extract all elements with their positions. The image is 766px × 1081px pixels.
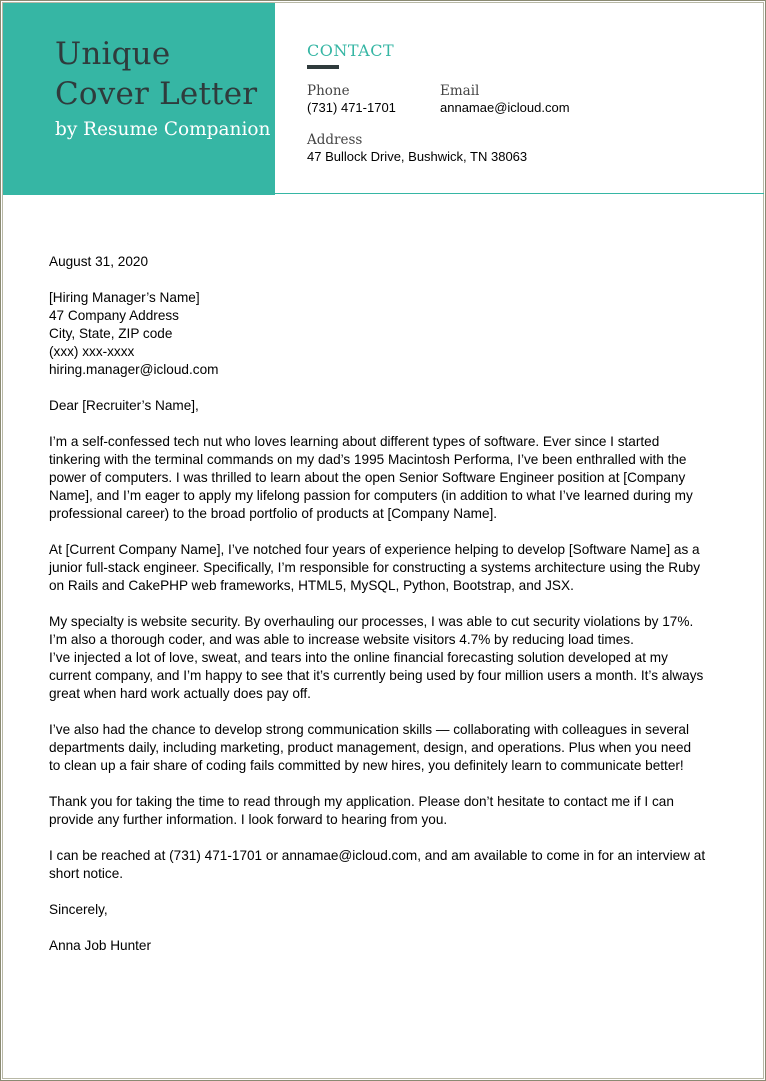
closing: Sincerely, <box>49 902 108 917</box>
letter-date: August 31, 2020 <box>49 254 149 269</box>
paragraph-2: At [Current Company Name], I’ve notched four years of experience helping to develop [Software Name] as a junior full-stack engineer. Specifically, I’m responsible for constructing a systems architecture using the Ruby on Rails and CakePHP web frameworks, HTML5, MySQL, Python, Bootstrap, and JSX. <box>49 542 701 593</box>
email-label: Email <box>440 83 480 99</box>
paragraph-1: I’m a self-confessed tech nut who loves learning about different types of software. Ever since I started tinkering with the terminal commands on my dad’s 1995 Macintosh Performa, I’ve been enthralled with the power of computers. I was thrilled to learn about the open Senior Software Engineer position at [Company Name], and I’m eager to apply my lifelong passion for computers (in addition to what I’ve learned during my professional career) to the broad portfolio of products at [Company Name]. <box>49 434 693 521</box>
address-label: Address <box>307 132 363 148</box>
subtitle: by Resume Companion <box>55 119 271 140</box>
recipient-address: [Hiring Manager’s Name] 47 Company Address City, State, ZIP code (xxx) xxx-xxxx hiring.manager@icloud.com <box>49 290 219 377</box>
paragraph-6: I can be reached at (731) 471-1701 or annamae@icloud.com, and am available to come in for an interview at short notice. <box>49 848 706 881</box>
phone-value: (731) 471-1701 <box>307 100 396 115</box>
address-value: 47 Bullock Drive, Bushwick, TN 38063 <box>307 149 528 164</box>
title-line-2: Cover Letter <box>55 76 258 112</box>
phone-label: Phone <box>307 83 350 99</box>
letter-body <box>49 253 729 973</box>
paragraph-5: Thank you for taking the time to read through my application. Please don’t hesitate to contact me if I can provide any further information. I look forward to hearing from you. <box>49 794 674 827</box>
email-value: annamae@icloud.com <box>440 100 570 115</box>
paragraph-4: I’ve also had the chance to develop strong communication skills — collaborating with colleagues in several departments daily, including marketing, product management, design, and operations. Plus when you need to clean up a fair share of coding fails committed by new hires, you definitely learn to communicate better! <box>49 722 692 773</box>
header-divider <box>275 193 764 194</box>
contact-heading-underline <box>307 65 339 69</box>
salutation: Dear [Recruiter’s Name], <box>49 398 199 413</box>
signature: Anna Job Hunter <box>49 938 152 953</box>
title-line-1: Unique <box>55 36 171 72</box>
contact-heading: CONTACT <box>307 41 395 60</box>
paragraph-3: My specialty is website security. By overhauling our processes, I was able to cut security violations by 17%. I’m also a thorough coder, and was able to increase website visitors 4.7% by reducing load times. I’ve injected a lot of love, sweat, and tears into the online financial forecasting solution developed at my current company, and I’m happy to see that it’s currently being used by four million users a month. It’s always great when hard work actually does pay off. <box>49 614 704 701</box>
